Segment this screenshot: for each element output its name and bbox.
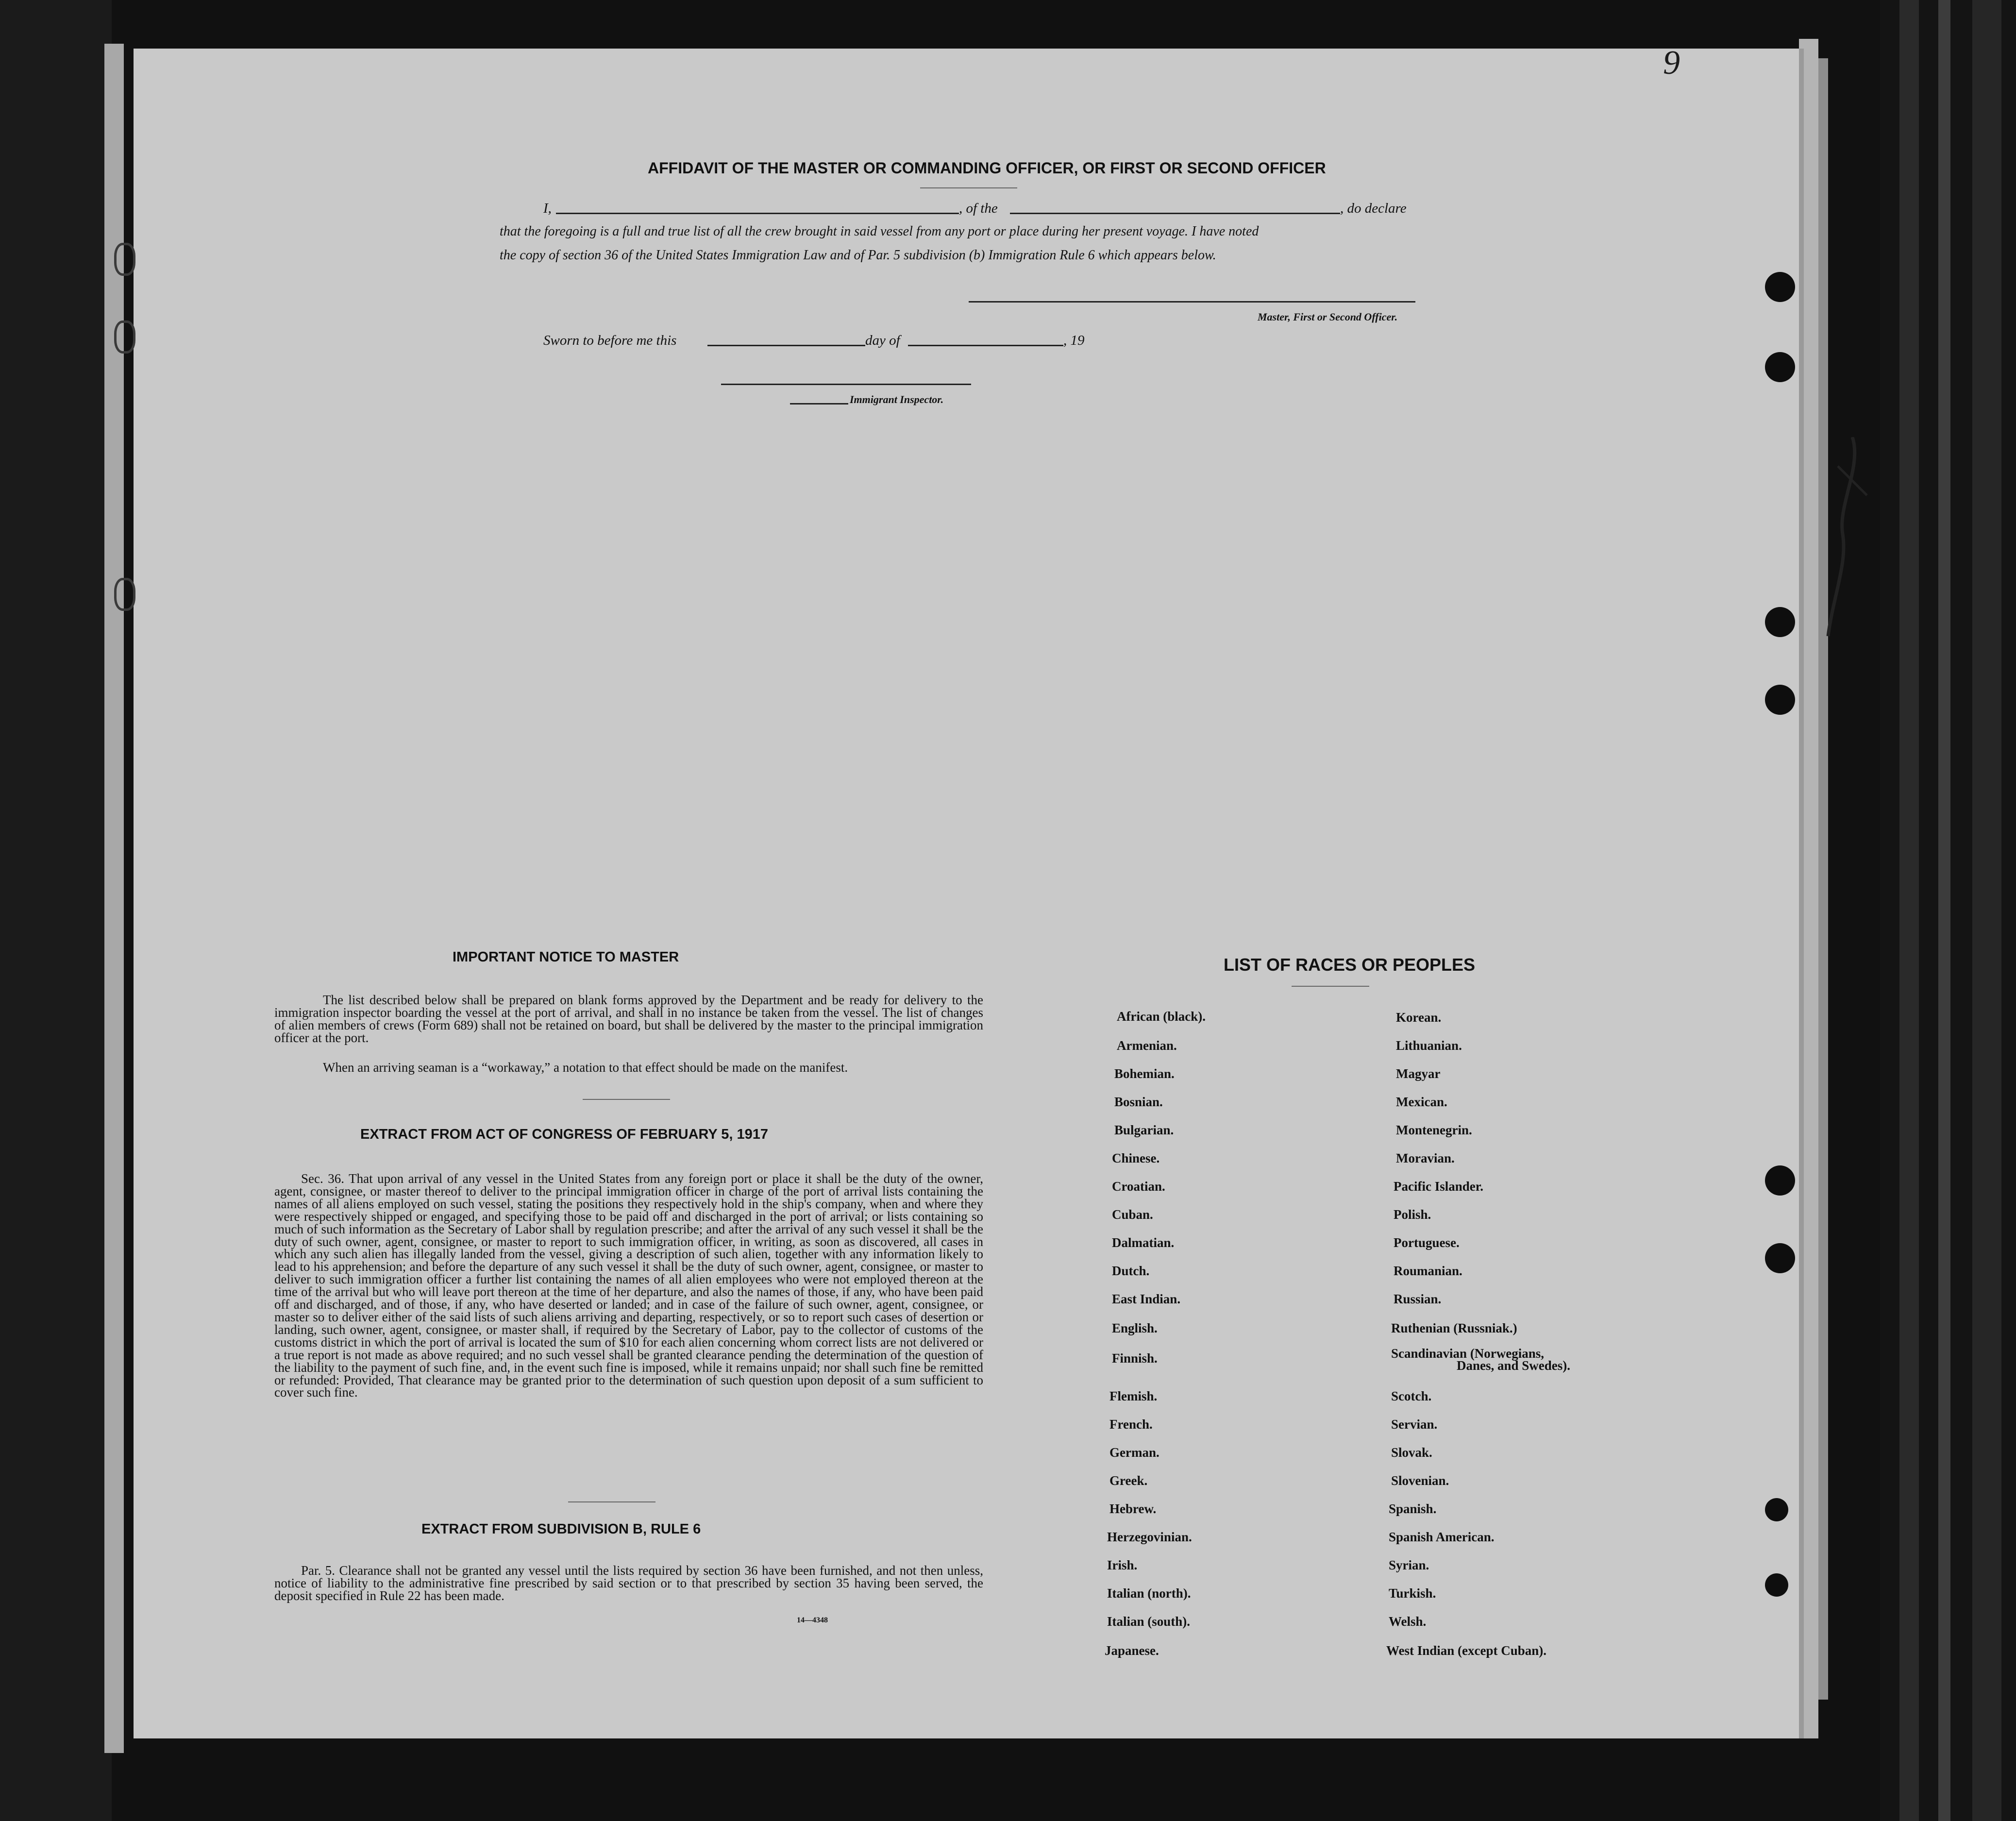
race-item: Turkish. — [1389, 1586, 1436, 1601]
race-item: Armenian. — [1117, 1038, 1177, 1053]
corner-numeral: 9 — [1663, 44, 1680, 82]
inspector-short-line — [790, 403, 848, 405]
race-item: Spanish. — [1389, 1501, 1437, 1516]
sworn-text: Sworn to before me this — [543, 333, 677, 348]
binder-hole — [1765, 352, 1795, 382]
name-blank — [556, 213, 959, 214]
race-item: Bosnian. — [1114, 1095, 1163, 1109]
race-item: Bohemian. — [1114, 1066, 1175, 1081]
notice-title: IMPORTANT NOTICE TO MASTER — [453, 949, 679, 965]
binder-hole — [1765, 1573, 1788, 1597]
affidavit-line2: that the foregoing is a full and true list of all the crew brought in said vessel from any port or place during her present voyage. I have noted — [500, 224, 1259, 239]
binder-hole — [1765, 1243, 1795, 1273]
rule-extract-title: EXTRACT FROM SUBDIVISION B, RULE 6 — [421, 1521, 701, 1537]
race-item: Japanese. — [1105, 1643, 1159, 1658]
rule-extract-text: Par. 5. Clearance shall not be granted any vessel until the lists required by section 36 have been furnished, and not then unless, notice of liability to the administrative fine prescribed by said section or to that prescribed by section 35 having been served, the deposit specified in Rule 22 has been made. — [274, 1563, 983, 1603]
race-item: Korean. — [1396, 1010, 1442, 1025]
notice-paragraph-1: The list described below shall be prepared on blank forms approved by the Department and be ready for delivery to the immigration inspector boarding the vessel at the port of arrival, and shall in no instance be taken from the vessel. The list of changes of alien members of crews (Form 689) shall not be retained on board, but shall be delivered by the master to the principal immigration officer at the port. — [274, 993, 983, 1045]
document-page — [134, 44, 1804, 1738]
race-item: Dutch. — [1112, 1264, 1150, 1278]
affidavit-title: AFFIDAVIT OF THE MASTER OR COMMANDING OFFICER, OR FIRST OR SECOND OFFICER — [648, 159, 1326, 177]
form-number: 14—4348 — [797, 1616, 828, 1624]
race-item: Slovenian. — [1391, 1473, 1449, 1488]
affidavit-line1-i: I, — [543, 201, 552, 216]
affidavit-line1-of-the: , of the — [959, 201, 998, 216]
affidavit-line3: the copy of section 36 of the United States Immigration Law and of Par. 5 subdivision (b) Immigration Rule 6 which appears below. — [500, 248, 1216, 263]
binder-hole — [1765, 685, 1795, 715]
race-item: Ruthenian (Russniak.) — [1391, 1321, 1517, 1335]
races-title: LIST OF RACES OR PEOPLES — [1224, 955, 1476, 975]
race-item: West Indian (except Cuban). — [1386, 1643, 1547, 1658]
race-item: Welsh. — [1389, 1614, 1427, 1629]
binder-ring — [114, 578, 135, 611]
race-item: Italian (south). — [1107, 1614, 1191, 1629]
race-item: Herzegovinian. — [1107, 1530, 1192, 1544]
race-item: Flemish. — [1109, 1389, 1158, 1403]
race-item: Spanish American. — [1389, 1530, 1495, 1544]
binder-ring — [114, 243, 135, 276]
race-item: Greek. — [1109, 1473, 1148, 1488]
binder-hole — [1765, 1165, 1795, 1196]
scan-background-right — [1880, 0, 2016, 1821]
sworn-day-blank — [707, 345, 865, 346]
sworn-month-blank — [908, 345, 1063, 346]
scan-background-left — [0, 0, 112, 1821]
notice-paragraph-2: When an arriving seaman is a “workaway,” a notation to that effect should be made on the manifest. — [323, 1060, 848, 1075]
race-item: Irish. — [1107, 1558, 1138, 1572]
race-item: Montenegrin. — [1396, 1123, 1472, 1137]
affidavit-line1-do-declare: , do declare — [1340, 201, 1407, 216]
handwritten-mark — [1823, 437, 1882, 641]
race-item: Cuban. — [1112, 1207, 1153, 1222]
race-item: Finnish. — [1112, 1351, 1158, 1366]
underlying-page-edge — [104, 44, 124, 1753]
divider — [920, 187, 1017, 188]
binder-hole — [1765, 607, 1795, 637]
vessel-blank — [1010, 213, 1340, 214]
race-item: Slovak. — [1391, 1445, 1432, 1460]
binder-hole — [1765, 1498, 1788, 1521]
race-item: Russian. — [1394, 1292, 1442, 1306]
race-item: Magyar — [1396, 1066, 1441, 1081]
inspector-label: Immigrant Inspector. — [850, 393, 944, 405]
race-item: Hebrew. — [1109, 1501, 1157, 1516]
race-item: Portuguese. — [1394, 1235, 1460, 1250]
divider — [583, 1099, 670, 1100]
race-item: Croatian. — [1112, 1179, 1165, 1194]
act-extract-text: Sec. 36. That upon arrival of any vessel in the United States from any foreign port or place it shall be the duty of the owner, agent, consignee, or master thereof to deliver to the principal immigration officer in charge of the port of arrival lists containing the names of all aliens employed on such vessel, stating the positions they respectively hold in the ship's company, when and where they were respectively shipped or engaged, and specifying those to be paid off and discharged in the port of arrival; or lists containing so much of such information as the Secretary of Labor shall by regulation prescribe; and after the arrival of any such vessel it shall be the duty of such owner, agent, consignee, or master to report to such immigration officer, in writing, as soon as discovered, all cases in which any such alien has illegally landed from the vessel, giving a description of such alien, together with any information likely to lead to his apprehension; and before the departure of any such vessel it shall be the duty of such owner, agent, consignee, or master to deliver to such immigration officer a further list containing the names of all alien employees who were not employed thereon at the time of the arrival but who will leave port thereon at the time of her departure, and also the names of those, if any, who have been paid off and discharged, and of those, if any, who have deserted or landed; and in case of the failure of such owner, agent, consignee, or master so to deliver either of the said lists of such aliens arriving and departing, respectively, or so to report such cases of desertion or landing, such owner, agent, consignee, or master shall, if required by the Secretary of Labor, pay to the collector of customs of the customs district in which the port of arrival is located the sum of $10 for each alien concerning whom correct lists are not delivered or a true report is not made as above required; and no such vessel shall be granted clearance pending the determination of the question of the liability to the payment of such fine, and, in the event such fine is imposed, while it remains unpaid; nor shall such fine be remitted or refunded: Provided, That clearance may be granted prior to the determination of such question upon deposit of a sum sufficient to cover such fine. — [274, 1171, 983, 1400]
binder-ring — [114, 320, 135, 354]
race-item: German. — [1109, 1445, 1159, 1460]
divider — [1292, 986, 1369, 987]
year-prefix: , 19 — [1063, 333, 1085, 348]
race-item: Pacific Islander. — [1394, 1179, 1483, 1194]
day-of-text: day of — [865, 333, 900, 348]
race-item: Bulgarian. — [1114, 1123, 1174, 1137]
race-item: Syrian. — [1389, 1558, 1429, 1572]
race-item: Scotch. — [1391, 1389, 1432, 1403]
master-signature-label: Master, First or Second Officer. — [1258, 311, 1398, 323]
race-item: Mexican. — [1396, 1095, 1447, 1109]
race-item: East Indian. — [1112, 1292, 1181, 1306]
underlying-page-edge — [1818, 58, 1828, 1700]
race-item: French. — [1109, 1417, 1153, 1432]
race-item: Lithuanian. — [1396, 1038, 1462, 1053]
race-item: Dalmatian. — [1112, 1235, 1175, 1250]
divider — [568, 1501, 655, 1502]
race-item: Scandinavian (Norwegians, — [1391, 1346, 1545, 1361]
race-item-continuation: Danes, and Swedes). — [1457, 1358, 1571, 1373]
race-item: Servian. — [1391, 1417, 1438, 1432]
master-signature-line — [969, 301, 1415, 303]
act-extract-title: EXTRACT FROM ACT OF CONGRESS OF FEBRUARY 5, 1917 — [360, 1127, 769, 1142]
race-item: Italian (north). — [1107, 1586, 1191, 1601]
inspector-signature-line — [721, 384, 971, 385]
race-item: Roumanian. — [1394, 1264, 1462, 1278]
race-item: English. — [1112, 1321, 1158, 1335]
race-item: Chinese. — [1112, 1151, 1160, 1165]
binder-hole — [1765, 272, 1795, 302]
race-item: Moravian. — [1396, 1151, 1455, 1165]
race-item: Polish. — [1394, 1207, 1431, 1222]
race-item: African (black). — [1117, 1009, 1206, 1024]
